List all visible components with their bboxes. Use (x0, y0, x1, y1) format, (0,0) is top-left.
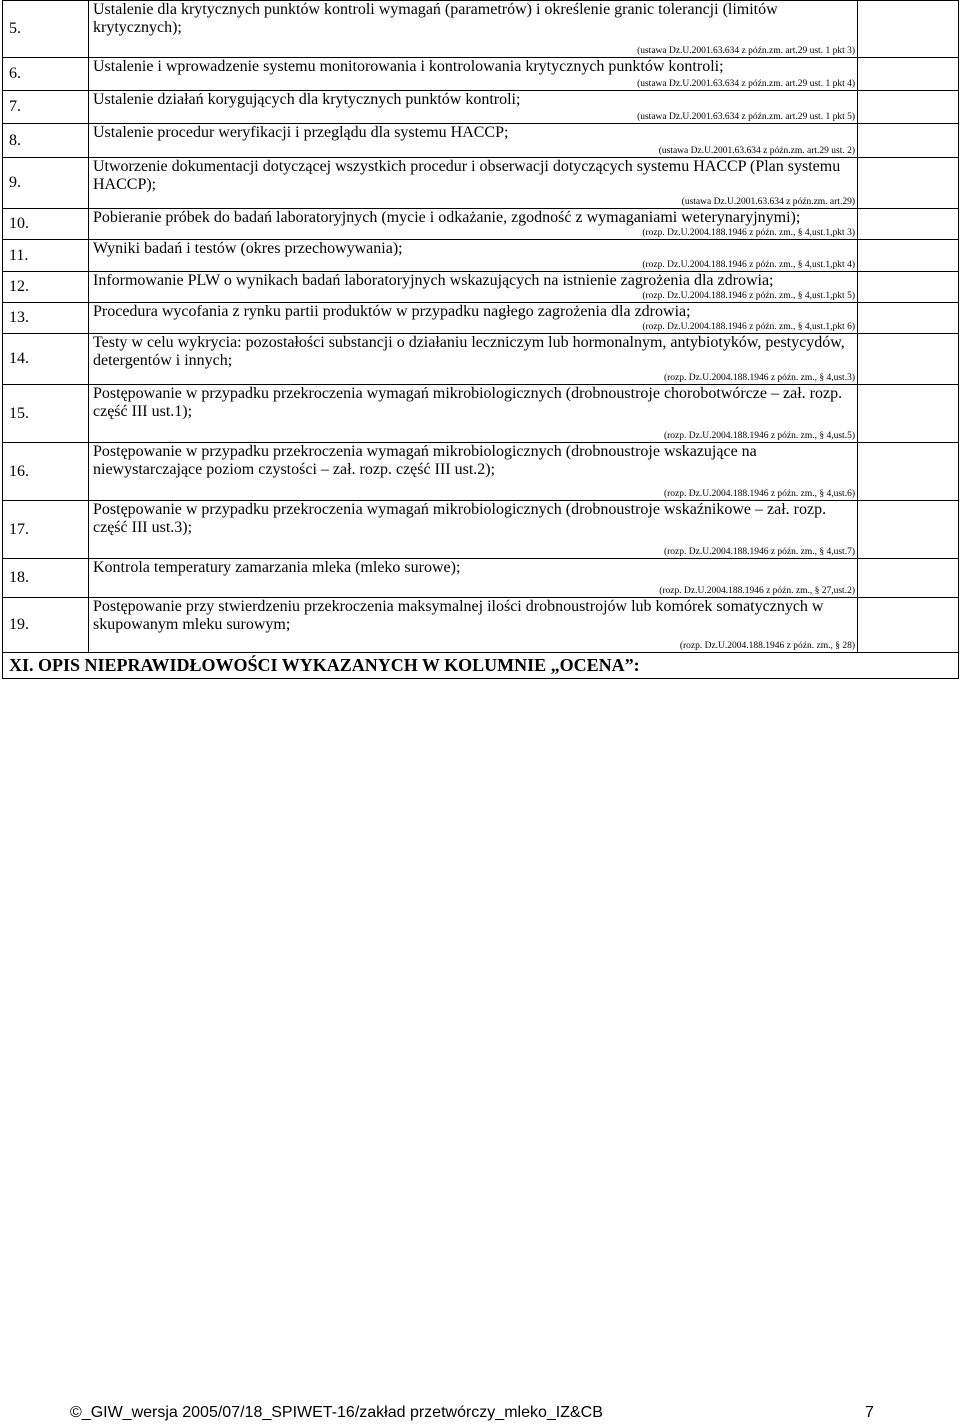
legal-reference: (rozp. Dz.U.2004.188.1946 z późn. zm., § 4,ust.1,pkt 3) (642, 228, 855, 238)
row-number: 15. (9, 404, 29, 422)
row-content (88, 58, 858, 90)
legal-reference: (ustawa Dz.U.2001.63.634 z późn.zm. art.29 ust. 1 pkt 5) (637, 112, 855, 122)
row-text: Wyniki badań i testów (okres przechowywania); (93, 240, 403, 257)
page-number: 7 (865, 1404, 874, 1421)
legal-reference: (ustawa Dz.U.2001.63.634 z późn.zm. art.29 ust. 2) (658, 146, 855, 156)
table-row (3, 157, 958, 208)
row-content (88, 240, 858, 271)
legal-reference: (rozp. Dz.U.2004.188.1946 z późn. zm., § 4,ust.7) (663, 547, 855, 557)
legal-reference: (rozp. Dz.U.2004.188.1946 z późn. zm., § 4,ust.6) (663, 489, 855, 499)
row-text: Testy w celu wykrycia: pozostałości substancji o działaniu leczniczym lub hormonalnym, antybiotyków, pestycydów, detergentów i innych; (93, 334, 845, 369)
table-row (3, 597, 958, 652)
table-row (3, 302, 958, 333)
legal-reference: (rozp. Dz.U.2004.188.1946 z późn. zm., § 4,ust.3) (663, 373, 855, 383)
row-number: 18. (9, 569, 29, 586)
table-row (3, 239, 958, 271)
row-number: 19. (9, 616, 29, 633)
row-text: Procedura wycofania z rynku partii produktów w przypadku nagłego zagrożenia dla zdrowia; (93, 303, 691, 320)
row-content (88, 124, 858, 157)
legal-reference: (rozp. Dz.U.2004.188.1946 z późn. zm., § 4,ust.5) (663, 431, 855, 441)
table-row (3, 333, 958, 384)
table-row (3, 271, 958, 302)
row-content (88, 559, 858, 597)
row-number: 17. (9, 520, 29, 538)
row-content (88, 303, 858, 333)
row-text: Postępowanie przy stwierdzeniu przekroczenia maksymalnej ilości drobnoustrojów lub komórek somatycznych w skupowanym mleku surowym; (93, 598, 824, 633)
legal-reference: (ustawa Dz.U.2001.63.634 z późn.zm. art.29) (681, 197, 855, 207)
row-number: 11. (9, 246, 29, 264)
row-number: 13. (9, 309, 29, 326)
row-text: Informowanie PLW o wynikach badań laboratoryjnych wskazujących na istnienie zagrożenia dla zdrowia; (93, 272, 774, 289)
footer-text: ©_GIW_wersja 2005/07/18_SPIWET-16/zakład przetwórczy_mleko_IZ&CB (70, 1404, 603, 1421)
row-number: 16. (9, 462, 29, 480)
legal-reference: (rozp. Dz.U.2004.188.1946 z późn. zm., § 4,ust.1,pkt 4) (642, 260, 855, 270)
table-row (3, 442, 958, 500)
legal-reference: (rozp. Dz.U.2004.188.1946 z późn. zm., § 4,ust.1,pkt 6) (642, 322, 855, 332)
row-number: 7. (9, 98, 21, 115)
legal-reference: (rozp. Dz.U.2004.188.1946 z późn. zm., § 28) (679, 641, 855, 651)
row-content (88, 158, 858, 208)
table-row (3, 57, 958, 90)
row-content (88, 385, 858, 442)
row-content (88, 91, 858, 123)
row-content (88, 443, 858, 500)
row-text: Ustalenie dla krytycznych punktów kontroli wymagań (parametrów) i określenie granic tolerancji (limitów krytycznych); (93, 1, 778, 36)
table-row (3, 0, 958, 57)
row-text: Ustalenie procedur weryfikacji i przeglądu dla systemu HACCP; (93, 124, 509, 141)
row-content (88, 1, 858, 57)
table-row (3, 90, 958, 123)
row-number: 12. (9, 278, 29, 295)
row-number: 8. (9, 131, 21, 149)
table-row (3, 123, 958, 157)
row-content (88, 501, 858, 558)
row-content (88, 209, 858, 239)
row-number: 9. (9, 174, 21, 191)
row-number: 5. (9, 20, 21, 37)
row-text: Postępowanie w przypadku przekroczenia wymagań mikrobiologicznych (drobnoustroje wskazujące na niewystarczające poziom czystości – zał. rozp. część III ust.2); (93, 443, 757, 478)
row-content (88, 272, 858, 302)
table-row (3, 558, 958, 597)
row-text: Kontrola temperatury zamarzania mleka (mleko surowe); (93, 559, 461, 576)
row-text: Postępowanie w przypadku przekroczenia wymagań mikrobiologicznych (drobnoustroje chorobotwórcze – zał. rozp. część III ust.1); (93, 385, 843, 420)
legal-reference: (rozp. Dz.U.2004.188.1946 z późn. zm., § 4,ust.1,pkt 5) (642, 291, 855, 301)
row-number: 10. (9, 215, 29, 232)
row-text: Utworzenie dokumentacji dotyczącej wszystkich procedur i obserwacji dotyczących systemu HACCP (Plan systemu HACCP); (93, 158, 841, 193)
section-heading: XI. OPIS NIEPRAWIDŁOWOŚCI WYKAZANYCH W KOLUMNIE „OCENA”: (3, 652, 958, 678)
legal-reference: (ustawa Dz.U.2001.63.634 z późn.zm. art.29 ust. 1 pkt 4) (637, 79, 855, 89)
row-content (88, 334, 858, 384)
row-number: 14. (9, 350, 29, 367)
legal-reference: (ustawa Dz.U.2001.63.634 z późn.zm. art.29 ust. 1 pkt 3) (637, 46, 855, 56)
table-row (3, 500, 958, 558)
legal-reference: (rozp. Dz.U.2004.188.1946 z późn. zm., § 27,ust.2) (659, 586, 855, 596)
table-row (3, 384, 958, 442)
row-text: Ustalenie działań korygujących dla krytycznych punktów kontroli; (93, 91, 521, 108)
row-text: Postępowanie w przypadku przekroczenia wymagań mikrobiologicznych (drobnoustroje wskaźnikowe – zał. rozp. część III ust.3); (93, 501, 827, 536)
row-number: 6. (9, 65, 21, 82)
row-text: Ustalenie i wprowadzenie systemu monitorowania i kontrolowania krytycznych punktów kontroli; (93, 58, 724, 75)
row-content (88, 598, 858, 652)
table-row (3, 208, 958, 239)
checklist-table (2, 0, 959, 679)
row-text: Pobieranie próbek do badań laboratoryjnych (mycie i odkażanie, zgodność z wymaganiami weterynaryjnymi); (93, 209, 801, 226)
